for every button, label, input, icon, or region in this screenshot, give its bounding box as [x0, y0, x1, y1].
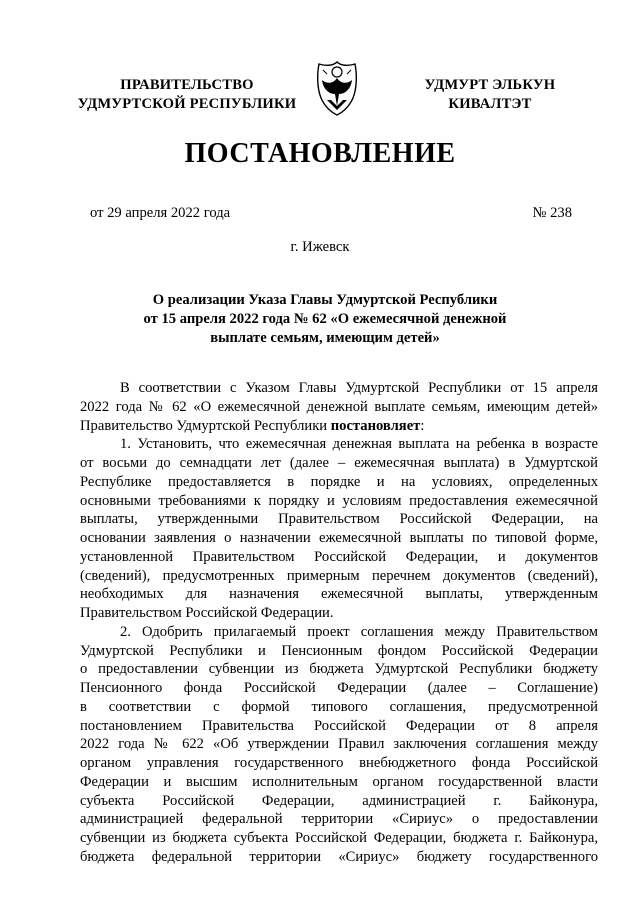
paragraph-1: [80, 435, 598, 623]
body-line: бюджета федеральной территории «Сириус» бюджету государственного: [80, 848, 598, 865]
document-city: г. Ижевск: [290, 239, 350, 255]
body-line: в соответствии с формой типового соглашения, предусмотренной: [80, 698, 598, 715]
header-right-line1: УДМУРТ ЭЛЬКУН: [424, 77, 556, 93]
title-line: выплате семьям, имеющим детей»: [210, 330, 440, 346]
body-line: [80, 417, 598, 436]
government-name-udmurt: [400, 76, 580, 114]
paragraph-2: [80, 623, 598, 867]
coat-of-arms-icon: [313, 60, 361, 116]
body-line: постановлением Правительства Российской Федерации от 8 апреля: [80, 717, 598, 734]
header-left-line2: УДМУРТСКОЙ РЕСПУБЛИКИ: [77, 96, 297, 112]
government-name-russian: [62, 76, 312, 114]
body-line: выплаты, утвержденными Правительством Российской Федерации, на: [80, 511, 598, 528]
title-line: от 15 апреля 2022 года № 62 «О ежемесячной денежной: [143, 311, 507, 327]
body-line: субъекта Российской Федерации, администрацией г. Байконура,: [80, 792, 598, 809]
body-line: 2022 года № 62 «О ежемесячной денежной выплате семьям, имеющим детей»: [80, 398, 598, 415]
body-line: Федерации и высшим исполнительным органом государственной власти: [80, 773, 598, 790]
body-line: Пенсионного фонда Российской Федерации (далее – Соглашение): [80, 680, 598, 696]
body-line: органом управления государственного внебюджетного фонда Российской: [80, 755, 598, 771]
body-line: основными требованиями к порядку и условиям предоставления ежемесячной: [80, 492, 598, 509]
header-left-line1: ПРАВИТЕЛЬСТВО: [120, 77, 254, 93]
document-title: [120, 291, 530, 348]
body-line: установленной Правительством Российской Федерации, и документов: [80, 548, 598, 565]
body-line: Республике предоставляется в порядке и на условиях, определенных: [80, 473, 598, 490]
body-line: от восьми до семнадцати лет (далее – ежемесячная выплата) в Удмуртской: [80, 455, 598, 471]
body-line: 2. Одобрить прилагаемый проект соглашения между Правительством: [120, 623, 598, 640]
body-line: основании заявления о назначении ежемесячной выплаты по типовой форме,: [80, 530, 598, 546]
intro-verb: постановляет: [330, 417, 421, 434]
body-line: Правительством Российской Федерации.: [80, 605, 334, 621]
body-line: субвенции из бюджета субъекта Российской Федерации, бюджета г. Байконура,: [80, 830, 598, 846]
body-line: необходимых для назначения ежемесячной выплаты, утвержденным: [80, 586, 598, 603]
body-line: 2022 года № 622 «Об утверждении Правил заключения соглашения между: [80, 736, 598, 753]
intro-text: Правительство Удмуртской Республики: [80, 417, 331, 434]
document-type-heading: ПОСТАНОВЛЕНИЕ: [184, 138, 456, 169]
document-number: № 238: [532, 205, 572, 221]
body-line: администрацией федеральной территории «Сириус» о предоставлении: [80, 811, 598, 828]
intro-colon: :: [420, 417, 425, 434]
document-body: [80, 379, 598, 867]
body-line: о предоставлении субвенции из бюджета Удмуртской Республики бюджету: [80, 661, 598, 678]
body-line: Удмуртской Республики и Пенсионным фондом Российской Федерации: [80, 642, 598, 659]
document-date: от 29 апреля 2022 года: [90, 205, 231, 221]
body-line: (сведений), предусмотренных примерным перечнем документов (сведений),: [80, 567, 598, 584]
title-line: О реализации Указа Главы Удмуртской Республики: [152, 292, 498, 308]
body-line: В соответствии с Указом Главы Удмуртской Республики от 15 апреля: [120, 380, 598, 396]
header-right-line2: КИВАЛТЭТ: [448, 96, 532, 112]
body-line: 1. Установить, что ежемесячная денежная выплата на ребенка в возрасте: [120, 436, 598, 453]
